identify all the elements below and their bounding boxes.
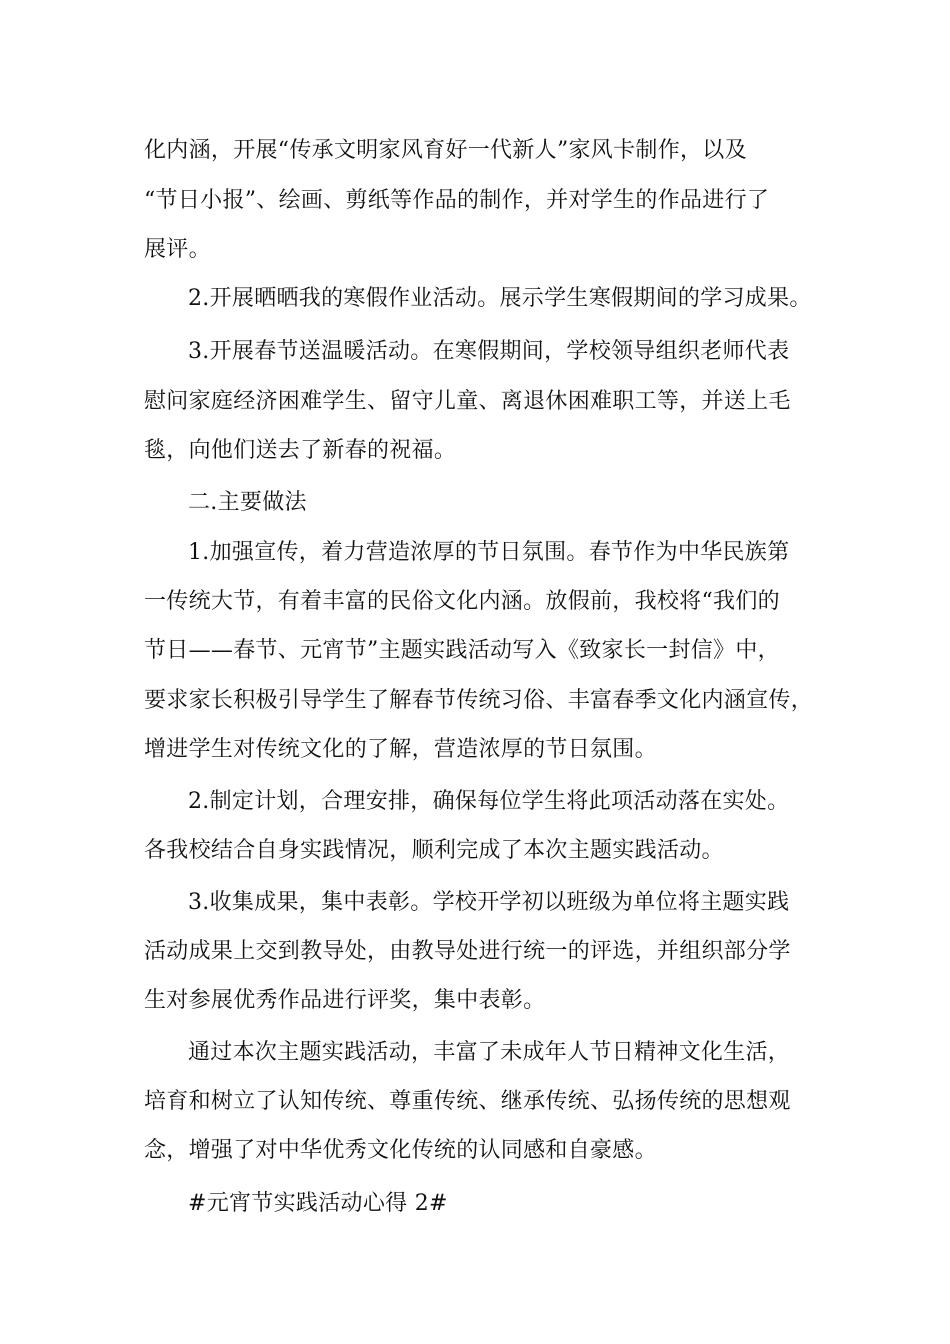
paragraph-line: 念，增强了对中华优秀文化传统的认同感和自豪感。 [144, 1138, 657, 1163]
paragraph-line: 慰问家庭经济困难学生、留守儿童、离退休困难职工等，并送上毛 [144, 389, 791, 414]
paragraph-line: 生对参展优秀作品进行评奖，集中表彰。 [144, 988, 546, 1013]
paragraph-line: “节日小报”、绘画、剪纸等作品的制作，并对学生的作品进行了 [144, 188, 770, 213]
section-title: #元宵节实践活动心得 2# [188, 1191, 448, 1216]
paragraph-line: 一传统大节，有着丰富的民俗文化内涵。放假前，我校将“我们的 [144, 589, 780, 614]
paragraph-line: 毯，向他们送去了新春的祝福。 [144, 438, 457, 463]
paragraph-line: 3.收集成果，集中表彰。学校开学初以班级为单位将主题实践 [188, 890, 790, 915]
paragraph-line: 增进学生对传统文化的了解，营造浓厚的节日氛围。 [144, 737, 657, 762]
paragraph-line: 通过本次主题实践活动，丰富了未成年人节日精神文化生活， [188, 1040, 791, 1065]
paragraph-line: 各我校结合自身实践情况，顺利完成了本次主题实践活动。 [144, 838, 724, 863]
paragraph-line: 2.开展晒晒我的寒假作业活动。展示学生寒假期间的学习成果。 [188, 286, 812, 311]
paragraph-line: 活动成果上交到教导处，由教导处进行统一的评选，并组织部分学 [144, 939, 791, 964]
paragraph-line: 展评。 [144, 237, 211, 262]
paragraph-line: 1.加强宣传，着力营造浓厚的节日氛围。春节作为中华民族第 [188, 540, 790, 565]
paragraph-line: 2.制定计划，合理安排，确保每位学生将此项活动落在实处。 [188, 789, 790, 814]
section-heading: 二.主要做法 [188, 490, 307, 515]
paragraph-line: 培育和树立了认知传统、尊重传统、继承传统、弘扬传统的思想观 [144, 1089, 791, 1114]
paragraph-line: 3.开展春节送温暖活动。在寒假期间，学校领导组织老师代表 [188, 339, 790, 364]
paragraph-line: 化内涵，开展“传承文明家风育好一代新人”家风卡制作，以及 [144, 138, 747, 163]
paragraph-line: 节日——春节、元宵节”主题实践活动写入《致家长一封信》中， [144, 638, 780, 663]
paragraph-line: 要求家长积极引导学生了解春节传统习俗、丰富春季文化内涵宣传， [144, 688, 814, 713]
